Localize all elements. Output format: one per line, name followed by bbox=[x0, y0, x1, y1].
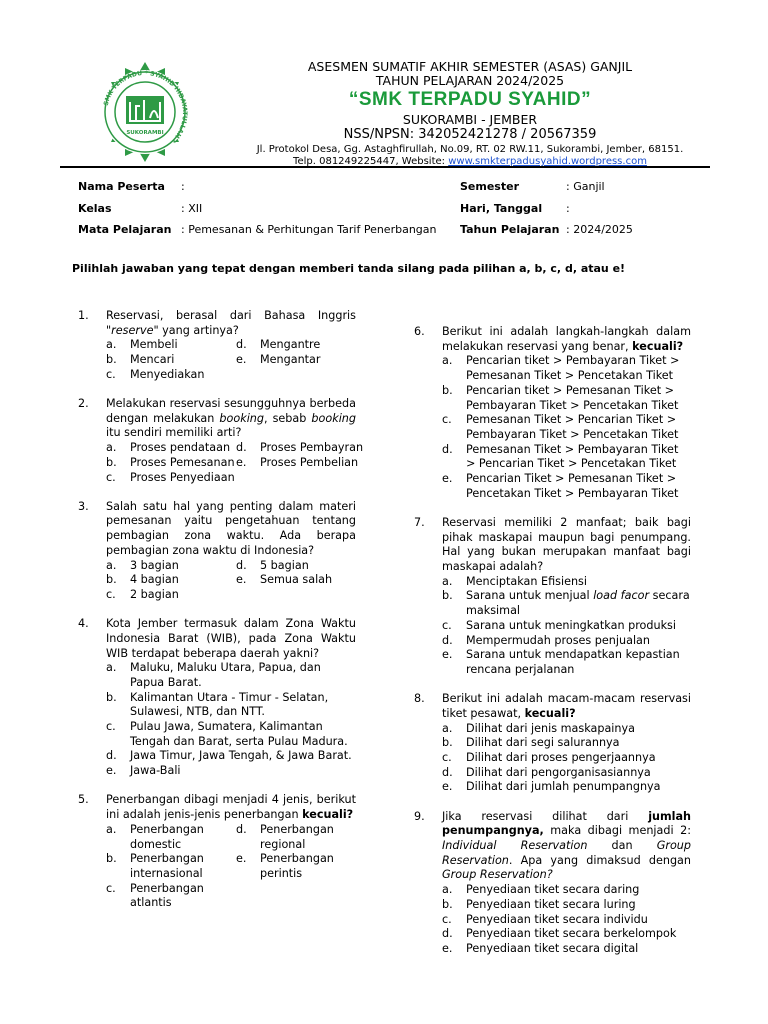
option-text: Proses Pemesanan bbox=[130, 455, 235, 469]
svg-text:SUKORAMBI: SUKORAMBI bbox=[126, 130, 164, 136]
option-letter: e. bbox=[106, 764, 117, 778]
option-text: Proses Pembelian bbox=[260, 455, 359, 469]
option-text: Penyediaan tiket secara luring bbox=[466, 897, 636, 911]
answer-option-e[interactable] bbox=[236, 573, 366, 588]
answer-option-b[interactable] bbox=[106, 852, 236, 881]
option-letter: a. bbox=[442, 354, 453, 368]
answer-option-d[interactable] bbox=[442, 634, 691, 649]
question-text bbox=[442, 810, 691, 884]
option-letter: d. bbox=[442, 765, 453, 779]
option-text: Dilihat dari proses pengerjaannya bbox=[466, 750, 656, 764]
identity-label: Nama Peserta bbox=[78, 180, 165, 193]
option-text: Kalimantan Utara - Timur - Selatan, Sulawesi, NTB, dan NTT. bbox=[130, 690, 329, 719]
answer-options bbox=[442, 883, 691, 957]
option-letter: a. bbox=[442, 574, 453, 588]
answer-option-b[interactable] bbox=[442, 736, 691, 751]
option-text-part: Sarana untuk menjual bbox=[466, 589, 594, 603]
option-letter: b. bbox=[106, 455, 117, 469]
question-text-part: Berikut ini adalah macam-macam reservasi tiket pesawat, bbox=[442, 692, 691, 720]
question-text-part: itu sendiri memiliki arti? bbox=[106, 426, 242, 440]
questions-right-column bbox=[414, 325, 691, 971]
question-text bbox=[442, 692, 691, 721]
question-text-part: Penerbangan dibagi menjadi 4 jenis, berikut ini adalah jenis-jenis penerbangan bbox=[106, 793, 356, 822]
question-text-italic: Group Reservation? bbox=[442, 868, 553, 882]
question-text bbox=[106, 617, 356, 661]
options-column bbox=[106, 338, 236, 382]
option-letter: d. bbox=[236, 822, 247, 836]
question-keyword: kecuali? bbox=[302, 808, 354, 822]
option-letter: e. bbox=[442, 472, 453, 486]
identity-value: : bbox=[181, 180, 185, 193]
option-letter: b. bbox=[106, 852, 117, 866]
option-text: 4 bagian bbox=[130, 573, 179, 587]
school-npsn: NSS/NPSN: 342052421278 / 20567359 bbox=[343, 127, 597, 142]
option-letter: a. bbox=[442, 721, 453, 735]
answer-options-grid bbox=[106, 441, 364, 485]
answer-option-c[interactable] bbox=[106, 720, 356, 749]
options-column bbox=[106, 559, 236, 603]
answer-option-d[interactable] bbox=[442, 927, 691, 942]
option-text: Penyediaan tiket secara individu bbox=[466, 912, 648, 926]
question-text bbox=[106, 309, 356, 338]
option-letter: a. bbox=[106, 441, 117, 455]
option-text: Penerbangan atlantis bbox=[130, 881, 204, 910]
options-column bbox=[236, 441, 366, 485]
student-identity bbox=[78, 178, 718, 243]
question-number: 3. bbox=[78, 499, 89, 513]
identity-row bbox=[78, 200, 718, 222]
answer-options bbox=[442, 575, 691, 678]
option-text: Proses pendataan bbox=[130, 441, 231, 455]
question-number: 5. bbox=[78, 793, 89, 807]
answer-option-d[interactable] bbox=[236, 338, 366, 353]
svg-text:SMK TERPADU * SYAHID HIDAYATUL: SMK TERPADU * SYAHID HIDAYATULLAH * bbox=[102, 69, 189, 145]
option-letter: c. bbox=[106, 367, 116, 381]
question-9 bbox=[414, 810, 691, 957]
question-text-part: Melakukan reservasi sesungguhnya berbeda dengan melakukan bbox=[106, 397, 356, 425]
option-text: Mempermudah proses penjualan bbox=[466, 633, 650, 647]
option-text-part: secara maksimal bbox=[466, 589, 690, 618]
option-text-italic: load facor bbox=[593, 589, 650, 603]
identity-row bbox=[78, 178, 718, 200]
question-text-part: dan bbox=[587, 839, 657, 852]
options-column bbox=[236, 338, 366, 382]
question-text-italic: booking bbox=[219, 411, 264, 425]
answer-option-c[interactable] bbox=[442, 913, 691, 928]
option-text: Pencarian Tiket > Pemesanan Tiket > Pencetakan Tiket > Pembayaran Tiket bbox=[466, 472, 679, 500]
question-text-bold: jumlah penumpangnya, bbox=[442, 809, 691, 838]
exam-title: ASESMEN SUMATIF AKHIR SEMESTER (ASAS) GANJIL bbox=[307, 59, 633, 74]
answer-option-a[interactable] bbox=[442, 575, 691, 590]
question-text-italic: Group Reservation bbox=[442, 839, 691, 867]
option-letter: c. bbox=[106, 720, 116, 734]
option-text: Dilihat dari pengorganisasiannya bbox=[466, 765, 651, 779]
question-text bbox=[106, 397, 356, 441]
option-text: Menyediakan bbox=[130, 367, 205, 381]
option-text: Mengantre bbox=[260, 338, 321, 352]
answer-option-b[interactable] bbox=[106, 573, 236, 588]
option-text: Jawa-Bali bbox=[130, 764, 181, 778]
question-text bbox=[442, 516, 691, 575]
answer-option-d[interactable] bbox=[236, 559, 366, 574]
school-location: SUKORAMBI - JEMBER bbox=[402, 112, 538, 127]
answer-option-c[interactable] bbox=[106, 471, 236, 486]
question-5 bbox=[78, 793, 356, 911]
identity-value: : bbox=[566, 201, 570, 215]
answer-option-e[interactable] bbox=[106, 764, 356, 779]
option-text: Dilihat dari jenis maskapainya bbox=[466, 721, 635, 735]
option-text: Membeli bbox=[130, 338, 178, 352]
question-8 bbox=[414, 692, 691, 795]
answer-option-a[interactable] bbox=[106, 441, 236, 456]
option-text: Penerbangan perintis bbox=[260, 852, 334, 880]
answer-options-grid bbox=[106, 823, 356, 911]
answer-option-d[interactable] bbox=[442, 443, 691, 472]
question-text-italic: booking bbox=[311, 411, 356, 425]
question-text bbox=[106, 793, 356, 822]
options-column bbox=[236, 823, 366, 911]
academic-year: TAHUN PELAJARAN 2024/2025 bbox=[375, 73, 565, 88]
option-text: Dilihat dari segi salurannya bbox=[466, 736, 620, 750]
option-text: Pemesanan Tiket > Pencarian Tiket > Pembayaran Tiket > Pencetakan Tiket bbox=[466, 413, 679, 441]
question-number: 6. bbox=[414, 325, 425, 338]
question-7 bbox=[414, 516, 691, 678]
question-text-part: maka dibagi menjadi 2: bbox=[543, 824, 691, 838]
option-text: 3 bagian bbox=[130, 558, 179, 572]
answer-options bbox=[106, 823, 356, 911]
question-keyword: kecuali? bbox=[524, 706, 576, 720]
document-header bbox=[0, 0, 768, 170]
option-letter: c. bbox=[106, 587, 116, 601]
answer-option-d[interactable] bbox=[236, 823, 366, 852]
option-letter: b. bbox=[106, 353, 117, 367]
identity-label: Tahun Pelajaran bbox=[460, 223, 560, 236]
option-letter: e. bbox=[236, 455, 247, 469]
option-letter: e. bbox=[236, 353, 247, 367]
option-letter: d. bbox=[236, 441, 247, 455]
option-text: Proses Pembayran bbox=[260, 441, 364, 455]
option-letter: a. bbox=[442, 883, 453, 897]
answer-options bbox=[106, 441, 364, 485]
option-letter: e. bbox=[442, 648, 453, 662]
question-3 bbox=[78, 500, 356, 603]
option-text: Penerbangan internasional bbox=[130, 852, 204, 880]
question-text-part: . Apa yang dimaksud dengan bbox=[508, 853, 691, 867]
answer-option-c[interactable] bbox=[106, 882, 236, 911]
school-address: Jl. Protokol Desa, Gg. Astaghfirullah, No.09, RT. 02 RW.11, Sukorambi, Jember, 68151. bbox=[256, 144, 684, 155]
answer-option-e[interactable] bbox=[236, 353, 366, 368]
answer-option-c[interactable] bbox=[442, 413, 691, 442]
question-text-part: Reservasi memiliki 2 manfaat; baik bagi pihak maskapai maupun bagi penumpang. Hal yang bukan merupakan manfaat bagi maskapai adalah? bbox=[442, 515, 691, 574]
option-letter: d. bbox=[442, 442, 453, 456]
option-letter: c. bbox=[442, 912, 452, 926]
option-letter: c. bbox=[106, 470, 116, 484]
question-1 bbox=[78, 309, 356, 383]
website-link[interactable]: www.smkterpadusyahid.wordpress.com bbox=[448, 156, 647, 167]
answer-options-grid bbox=[106, 338, 356, 382]
option-text: Jawa Timur, Jawa Tengah, & Jawa Barat. bbox=[130, 749, 352, 763]
question-number: 8. bbox=[414, 692, 425, 706]
option-letter: d. bbox=[106, 749, 117, 763]
option-letter: d. bbox=[442, 633, 453, 647]
answer-option-c[interactable] bbox=[442, 619, 691, 634]
question-text-part: Reservasi, berasal dari Bahasa Inggris " bbox=[106, 309, 356, 337]
option-letter: e. bbox=[442, 941, 453, 955]
answer-option-a[interactable] bbox=[106, 661, 356, 690]
option-text: Sarana untuk mendapatkan kepastian rencana perjalanan bbox=[466, 648, 680, 676]
option-letter: e. bbox=[442, 780, 453, 794]
answer-option-e[interactable] bbox=[236, 852, 366, 881]
question-text-part: , sebab bbox=[264, 411, 312, 425]
option-text: Penyediaan tiket secara daring bbox=[466, 883, 640, 897]
option-text: Penerbangan regional bbox=[260, 822, 334, 851]
options-column bbox=[106, 823, 236, 911]
option-text: 5 bagian bbox=[260, 558, 309, 572]
question-number: 9. bbox=[414, 809, 425, 823]
question-text-part: Salah satu hal yang penting dalam materi pemesanan yaitu pengetahuan tentang pembagian zona waktu. Ada berapa pembagian zona waktu di Indonesia? bbox=[106, 499, 356, 557]
option-text bbox=[466, 589, 690, 617]
school-logo bbox=[92, 60, 198, 166]
option-letter: e. bbox=[236, 573, 247, 587]
answer-option-e[interactable] bbox=[442, 942, 691, 957]
question-4 bbox=[78, 617, 356, 779]
answer-option-b[interactable] bbox=[442, 898, 691, 913]
option-text: Penyediaan tiket secara berkelompok bbox=[466, 927, 677, 941]
answer-option-a[interactable] bbox=[442, 354, 691, 383]
answer-option-b[interactable] bbox=[106, 353, 236, 368]
identity-value: : 2024/2025 bbox=[566, 223, 633, 236]
question-keyword: kecuali? bbox=[632, 339, 684, 353]
answer-option-c[interactable] bbox=[106, 368, 236, 383]
question-text-part: Jika reservasi dilihat dari bbox=[442, 809, 649, 823]
answer-options bbox=[106, 338, 356, 382]
answer-option-a[interactable] bbox=[442, 883, 691, 898]
option-letter: b. bbox=[442, 383, 453, 397]
option-letter: d. bbox=[236, 558, 247, 572]
options-column bbox=[236, 559, 366, 603]
answer-option-a[interactable] bbox=[106, 823, 236, 852]
answer-options bbox=[442, 722, 691, 796]
option-letter: b. bbox=[106, 573, 117, 587]
instruction: Pilihlah jawaban yang tepat dengan memberi tanda silang pada pilihan a, b, c, d, atau e! bbox=[72, 262, 626, 275]
answer-option-b[interactable] bbox=[442, 589, 691, 618]
answer-option-a[interactable] bbox=[106, 559, 236, 574]
options-column bbox=[106, 441, 236, 485]
answer-option-a[interactable] bbox=[442, 722, 691, 737]
question-text-italic: reserve bbox=[111, 323, 154, 337]
identity-label: Semester bbox=[460, 180, 519, 193]
question-number: 2. bbox=[78, 397, 89, 411]
option-text: Pencarian tiket > Pembayaran Tiket > Pemesanan Tiket > Pencetakan Tiket bbox=[466, 354, 680, 383]
identity-value: : XII bbox=[181, 201, 203, 215]
option-letter: c. bbox=[442, 750, 452, 764]
option-text: Mengantar bbox=[260, 353, 321, 367]
answer-option-d[interactable] bbox=[442, 766, 691, 781]
identity-value: : Pemesanan & Perhitungan Tarif Penerbangan bbox=[181, 223, 437, 236]
answer-option-b[interactable] bbox=[442, 384, 691, 413]
option-text: Pencarian tiket > Pemesanan Tiket > Pembayaran Tiket > Pencetakan Tiket bbox=[466, 383, 679, 412]
answer-options bbox=[106, 661, 356, 779]
answer-options-grid bbox=[106, 559, 356, 603]
option-text: Maluku, Maluku Utara, Papua, dan Papua Barat. bbox=[130, 661, 321, 689]
answer-option-a[interactable] bbox=[106, 338, 236, 353]
answer-option-e[interactable] bbox=[442, 648, 691, 677]
contact-phone: Telp. 081249225447, Website: bbox=[293, 156, 449, 167]
question-text-italic: Individual Reservation bbox=[442, 839, 588, 852]
question-text-part: Berikut ini adalah langkah-langkah dalam melakukan reservasi yang benar, bbox=[442, 325, 691, 353]
answer-option-e[interactable] bbox=[236, 456, 366, 471]
identity-value: : Ganjil bbox=[566, 180, 605, 193]
option-text: Penyediaan tiket secara digital bbox=[466, 941, 639, 955]
option-letter: b. bbox=[442, 736, 453, 750]
option-letter: c. bbox=[106, 881, 116, 895]
identity-label: Hari, Tanggal bbox=[460, 201, 543, 215]
answer-option-d[interactable] bbox=[106, 749, 356, 764]
answer-option-b[interactable] bbox=[106, 691, 356, 720]
option-letter: a. bbox=[106, 661, 117, 675]
option-text: Proses Penyediaan bbox=[130, 470, 235, 484]
question-text-part: " yang artinya? bbox=[153, 323, 239, 337]
answer-options bbox=[106, 559, 356, 603]
question-6 bbox=[414, 325, 691, 501]
option-text: Pemesanan Tiket > Pembayaran Tiket > Pencarian Tiket > Pencetakan Tiket bbox=[466, 442, 679, 471]
question-number: 7. bbox=[414, 515, 425, 529]
answer-option-c[interactable] bbox=[106, 588, 236, 603]
option-letter: b. bbox=[442, 897, 453, 911]
option-letter: b. bbox=[106, 690, 117, 704]
question-text-part: Kota Jember termasuk dalam Zona Waktu Indonesia Barat (WIB), pada Zona Waktu WIB terdapat beberapa daerah yakni? bbox=[106, 617, 356, 660]
answer-option-d[interactable] bbox=[236, 441, 366, 456]
answer-option-e[interactable] bbox=[442, 780, 691, 795]
identity-label: Kelas bbox=[78, 201, 112, 215]
identity-row bbox=[78, 221, 718, 243]
option-letter: b. bbox=[442, 589, 453, 603]
question-number: 1. bbox=[78, 309, 89, 322]
option-text: 2 bagian bbox=[130, 587, 179, 601]
answer-option-e[interactable] bbox=[442, 472, 691, 501]
option-letter: a. bbox=[106, 338, 117, 352]
question-number: 4. bbox=[78, 617, 89, 631]
option-letter: a. bbox=[106, 558, 117, 572]
option-text: Pulau Jawa, Sumatera, Kalimantan Tengah dan Barat, serta Pulau Madura. bbox=[130, 720, 348, 748]
option-text: Sarana untuk meningkatkan produksi bbox=[466, 618, 676, 632]
option-letter: c. bbox=[442, 618, 452, 632]
option-text: Penerbangan domestic bbox=[130, 822, 204, 851]
school-name: “SMK TERPADU SYAHID” bbox=[348, 89, 592, 110]
option-letter: e. bbox=[236, 852, 247, 866]
option-text: Mencari bbox=[130, 353, 175, 367]
option-text: Semua salah bbox=[260, 573, 333, 587]
question-2 bbox=[78, 397, 364, 485]
option-text: Dilihat dari jumlah penumpangnya bbox=[466, 780, 661, 794]
identity-label: Mata Pelajaran bbox=[78, 223, 172, 236]
questions-left-column bbox=[78, 309, 364, 926]
option-letter: a. bbox=[106, 822, 117, 836]
header-text bbox=[210, 60, 730, 168]
option-letter: d. bbox=[442, 927, 453, 941]
option-letter: c. bbox=[442, 413, 452, 427]
option-text: Menciptakan Efisiensi bbox=[466, 574, 587, 588]
answer-option-c[interactable] bbox=[442, 751, 691, 766]
question-text bbox=[442, 325, 691, 354]
question-text bbox=[106, 500, 356, 559]
option-letter: d. bbox=[236, 338, 247, 352]
answer-option-b[interactable] bbox=[106, 456, 236, 471]
answer-options bbox=[442, 354, 691, 501]
header-divider bbox=[60, 166, 710, 168]
